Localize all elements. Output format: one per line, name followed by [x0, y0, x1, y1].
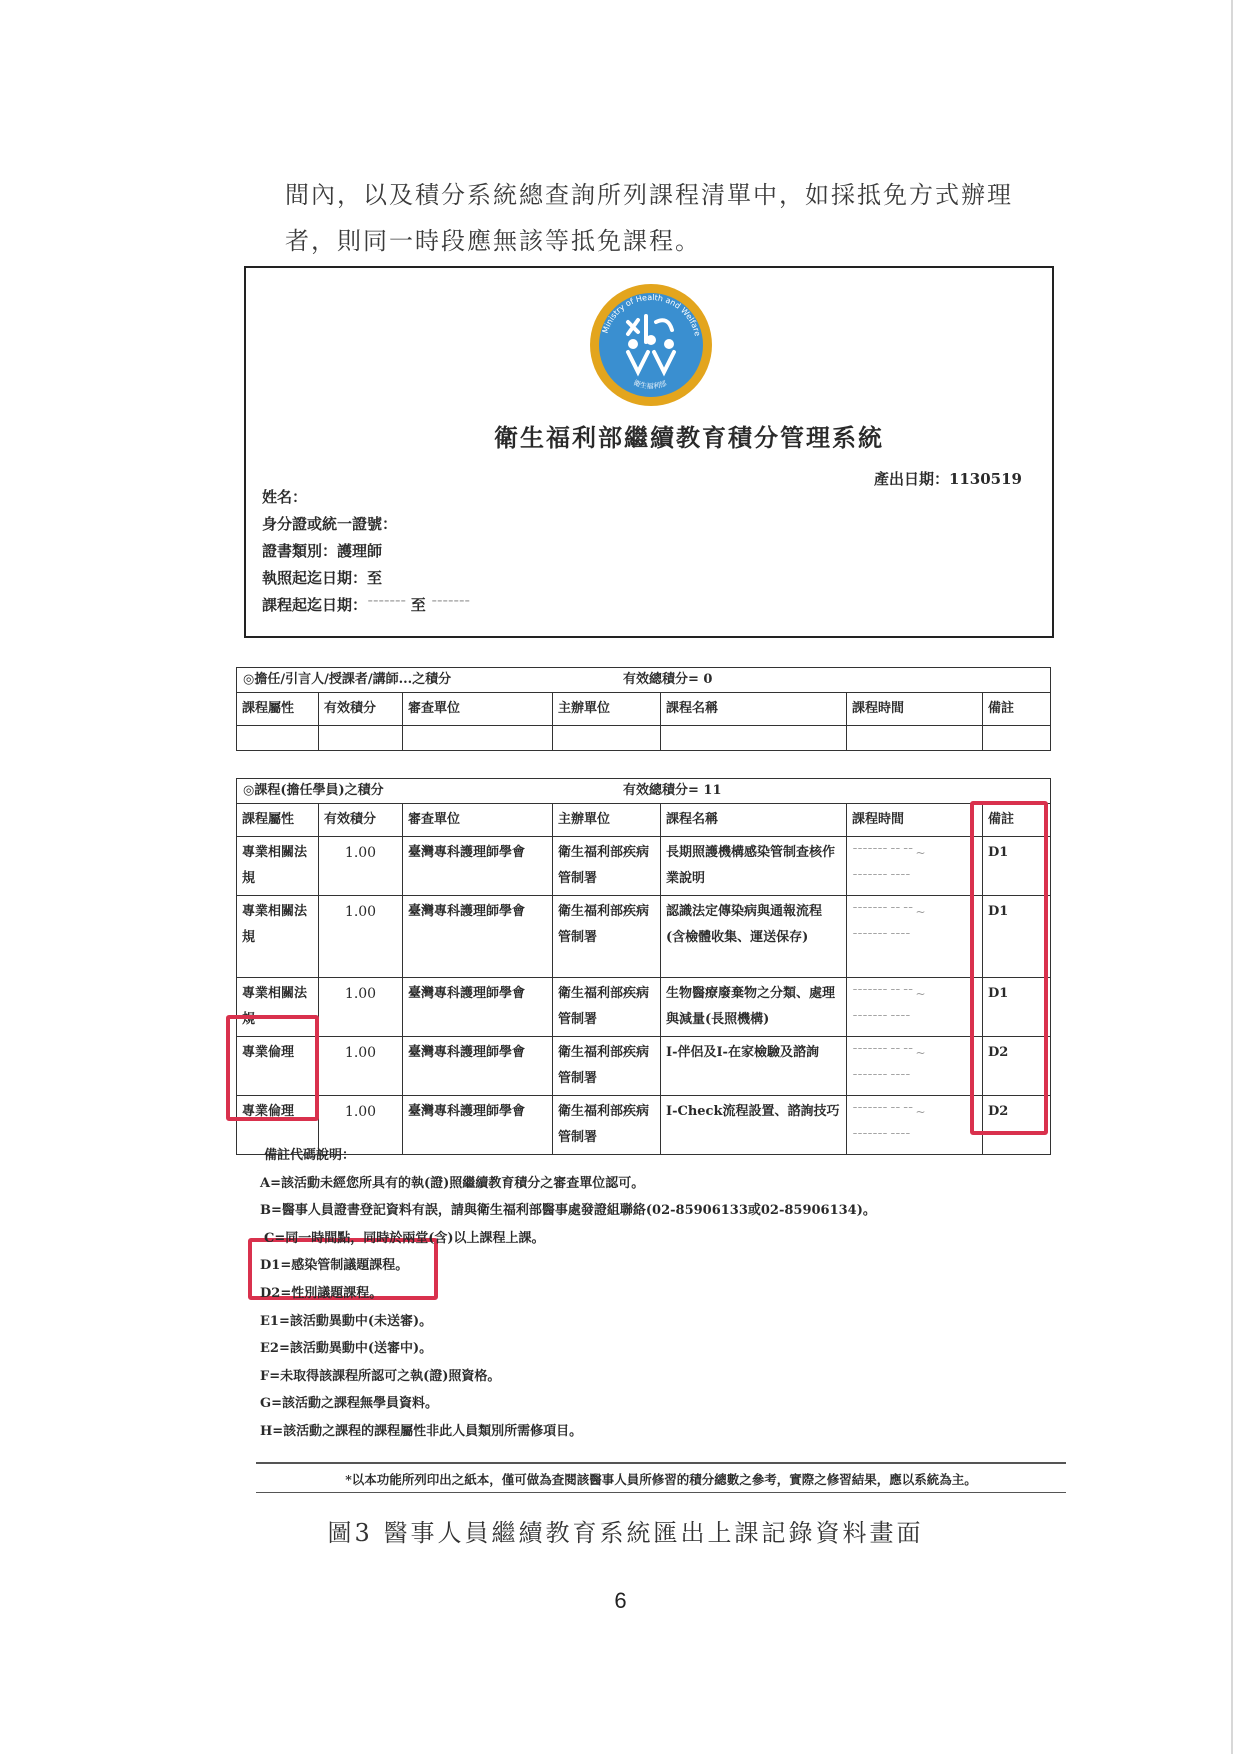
table-row	[237, 896, 1051, 978]
id-number-field: 身分證或統一證號：	[262, 515, 398, 533]
section-bar	[237, 779, 1051, 804]
legend-item: E2=該活動異動中(送審中)。	[260, 1341, 433, 1357]
legend-item: F=未取得該課程所認可之執(證)照資格。	[260, 1368, 501, 1384]
header-cell: 課程名稱	[661, 693, 847, 726]
course-time-redacted: ˉˉˉˉˉˉˉ ˉˉ ˉˉ ~ ˉˉˉˉˉˉˉ ˉˉˉˉ	[847, 896, 983, 978]
organizer: 衛生福利部疾病管制署	[553, 837, 661, 896]
header-cell: 課程屬性	[237, 804, 319, 837]
highlight-ethics-rows	[226, 1015, 319, 1121]
header-cell: 主辦單位	[553, 693, 661, 726]
table-row	[237, 837, 1051, 896]
license-period-field: 執照起迄日期：至	[262, 569, 383, 587]
note-code: D1	[983, 896, 1051, 978]
course-attr: 專業倫理	[237, 1096, 319, 1155]
legend-item: H=該活動之課程的課程屬性非此人員類別所需修項目。	[260, 1423, 583, 1439]
header-cell: 課程時間	[847, 693, 983, 726]
course-period-label: 課程起迄日期：	[262, 596, 368, 614]
intro-line-2: 者，則同一時段應無該等抵免課程。	[285, 227, 701, 255]
reviewer: 臺灣專科護理師學會	[403, 1037, 553, 1096]
course-time-redacted: ˉˉˉˉˉˉˉ ˉˉ ˉˉ ~ ˉˉˉˉˉˉˉ ˉˉˉˉ	[847, 1096, 983, 1155]
course-period-field	[262, 592, 470, 620]
organizer: 衛生福利部疾病管制署	[553, 978, 661, 1037]
logo-text-bottom: 衛生福利部	[632, 378, 668, 391]
header-cell: 主辦單位	[553, 804, 661, 837]
system-title: 衛生福利部繼續教育積分管理系統	[494, 423, 884, 452]
reviewer: 臺灣專科護理師學會	[403, 896, 553, 978]
section-total: 有效總積分= 0	[623, 672, 713, 687]
page-number: 6	[614, 1588, 627, 1613]
disclaimer: *以本功能所列印出之紙本，僅可做為查閱該醫事人員所修習的積分總數之參考，實際之修習結果，應以系統為主。	[256, 1462, 1066, 1493]
header-cell: 審查單位	[403, 693, 553, 726]
course-name: 生物醫療廢棄物之分類、處理與減量(長照機構)	[661, 978, 847, 1037]
header-cell: 有效積分	[319, 804, 403, 837]
header-cell: 備註	[983, 804, 1051, 837]
empty-row	[237, 726, 1051, 751]
organizer: 衛生福利部疾病管制署	[553, 896, 661, 978]
note-code: D2	[983, 1037, 1051, 1096]
header-cell: 備註	[983, 693, 1051, 726]
course-name: 認識法定傳染病與通報流程(含檢體收集、運送保存)	[661, 896, 847, 978]
section-title: ◎課程(擔任學員)之積分	[243, 783, 384, 798]
legend-item: G=該活動之課程無學員資料。	[260, 1396, 438, 1412]
legend-item: E1=該活動異動中(未送審)。	[260, 1313, 433, 1329]
course-attr: 專業相關法規	[237, 837, 319, 896]
note-code: D1	[983, 978, 1051, 1037]
name-field: 姓名：	[262, 488, 308, 506]
legend-item: C=同一時間點，同時於兩堂(含)以上課程上課。	[264, 1230, 545, 1246]
intro-paragraph	[285, 172, 1085, 264]
report-header-box	[244, 266, 1054, 638]
header-cell: 有效積分	[319, 693, 403, 726]
credit: 1.00	[319, 978, 403, 1037]
course-time-redacted: ˉˉˉˉˉˉˉ ˉˉ ˉˉ ~ ˉˉˉˉˉˉˉ ˉˉˉˉ	[847, 978, 983, 1037]
credit: 1.00	[319, 1037, 403, 1096]
credit: 1.00	[319, 1096, 403, 1155]
instructor-credits-table	[236, 667, 1051, 751]
cert-type-field: 證書類別：護理師	[262, 542, 383, 560]
personal-info	[262, 484, 470, 620]
reviewer: 臺灣專科護理師學會	[403, 978, 553, 1037]
print-date: 產出日期：1130519	[873, 470, 1022, 488]
legend-item: D1=感染管制議題課程。	[260, 1258, 409, 1274]
course-attr: 專業相關法規	[237, 978, 319, 1037]
table-header-row	[237, 804, 1051, 837]
course-attr: 專業倫理	[237, 1037, 319, 1096]
header-cell: 課程屬性	[237, 693, 319, 726]
logo-text-top: Ministry of Health and Welfare	[600, 292, 703, 338]
legend-item: A=該活動未經您所具有的執(證)照繼續教育積分之審查單位認可。	[260, 1175, 645, 1191]
legend-item: D2=性別議題課程。	[260, 1285, 383, 1301]
course-time-redacted: ˉˉˉˉˉˉˉ ˉˉ ˉˉ ~ ˉˉˉˉˉˉˉ ˉˉˉˉ	[847, 1037, 983, 1096]
table-row	[237, 1037, 1051, 1096]
header-cell: 審查單位	[403, 804, 553, 837]
course-name: 長期照護機構感染管制查核作業說明	[661, 837, 847, 896]
student-credits-table	[236, 778, 1051, 1155]
section-title: ◎擔任/引言人/授課者/講師...之積分	[243, 672, 452, 687]
page-edge	[1231, 0, 1233, 1754]
table-header-row	[237, 693, 1051, 726]
organizer: 衛生福利部疾病管制署	[553, 1037, 661, 1096]
course-time-redacted: ˉˉˉˉˉˉˉ ˉˉ ˉˉ ~ ˉˉˉˉˉˉˉ ˉˉˉˉ	[847, 837, 983, 896]
course-name: I-伴侶及I-在家檢驗及諮詢	[661, 1037, 847, 1096]
legend-item: B=醫事人員證書登記資料有誤，請與衛生福利部醫事處發證組聯絡(02-85906133或02-85906134)。	[260, 1203, 876, 1219]
ministry-logo-icon	[588, 282, 714, 408]
section-total: 有效總積分= 11	[623, 783, 722, 798]
redacted-date: ˉˉˉˉˉˉˉ	[367, 599, 406, 614]
reviewer: 臺灣專科護理師學會	[403, 1096, 553, 1155]
organizer: 衛生福利部疾病管制署	[553, 1096, 661, 1155]
redacted-date: ˉˉˉˉˉˉˉ	[431, 599, 470, 614]
note-code: D2	[983, 1096, 1051, 1155]
legend-title: 備註代碼說明：	[264, 1148, 356, 1163]
figure-caption: 圖3 醫事人員繼續教育系統匯出上課記錄資料畫面	[327, 1519, 924, 1547]
credit: 1.00	[319, 837, 403, 896]
intro-line-1: 間內，以及積分系統總查詢所列課程清單中，如採抵免方式辦理	[285, 181, 1013, 209]
note-code-legend	[260, 1142, 876, 1446]
table-row	[237, 978, 1051, 1037]
course-period-separator: 至	[410, 596, 426, 614]
reviewer: 臺灣專科護理師學會	[403, 837, 553, 896]
course-name: I-Check流程設置、諮詢技巧	[661, 1096, 847, 1155]
course-attr: 專業相關法規	[237, 896, 319, 978]
header-cell: 課程名稱	[661, 804, 847, 837]
credit: 1.00	[319, 896, 403, 978]
highlight-note-column	[970, 801, 1048, 1135]
section-bar	[237, 668, 1051, 693]
note-code: D1	[983, 837, 1051, 896]
header-cell: 課程時間	[847, 804, 983, 837]
